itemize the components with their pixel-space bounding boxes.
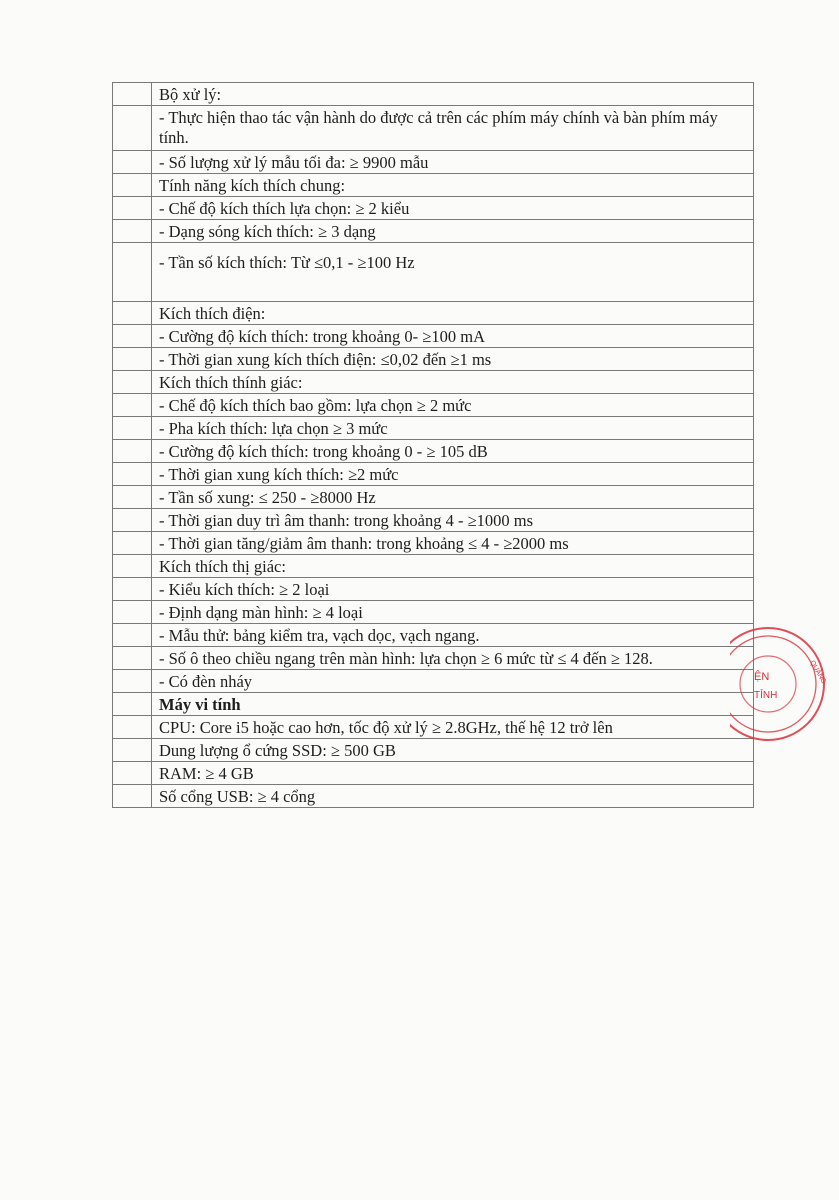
table-row bbox=[113, 785, 754, 808]
table-row bbox=[113, 739, 754, 762]
row-text: - Số ô theo chiều ngang trên màn hình: lựa chọn ≥ 6 mức từ ≤ 4 đến ≥ 128. bbox=[152, 647, 754, 670]
table-row bbox=[113, 555, 754, 578]
table-row bbox=[113, 693, 754, 716]
row-text: - Dạng sóng kích thích: ≥ 3 dạng bbox=[152, 220, 754, 243]
table-row bbox=[113, 371, 754, 394]
row-text: - Thực hiện thao tác vận hành do được cả trên các phím máy chính và bàn phím máy tính. bbox=[152, 106, 754, 151]
row-text: Tính năng kích thích chung: bbox=[152, 174, 754, 197]
table-row bbox=[113, 348, 754, 371]
row-text: Bộ xử lý: bbox=[152, 83, 754, 106]
row-text: - Số lượng xử lý mẫu tối đa: ≥ 9900 mẫu bbox=[152, 151, 754, 174]
row-text: - Thời gian duy trì âm thanh: trong khoảng 4 - ≥1000 ms bbox=[152, 509, 754, 532]
row-text: - Cường độ kích thích: trong khoảng 0- ≥100 mA bbox=[152, 325, 754, 348]
table-row bbox=[113, 486, 754, 509]
table-row bbox=[113, 325, 754, 348]
row-text: - Mẫu thử: bảng kiểm tra, vạch dọc, vạch ngang. bbox=[152, 624, 754, 647]
row-text: - Kiểu kích thích: ≥ 2 loại bbox=[152, 578, 754, 601]
stamp-text-1: ỆN bbox=[754, 671, 770, 683]
table-row bbox=[113, 151, 754, 174]
row-text: Dung lượng ổ cứng SSD: ≥ 500 GB bbox=[152, 739, 754, 762]
stamp-text-2: TỈNH bbox=[754, 690, 778, 701]
table-row bbox=[113, 762, 754, 785]
table-row bbox=[113, 174, 754, 197]
row-text: Kích thích thính giác: bbox=[152, 371, 754, 394]
table-row bbox=[113, 624, 754, 647]
row-text: - Có đèn nháy bbox=[152, 670, 754, 693]
row-text: Số cổng USB: ≥ 4 cổng bbox=[152, 785, 754, 808]
row-text: - Tần số kích thích: Từ ≤0,1 - ≥100 Hz bbox=[152, 243, 754, 302]
row-text: Kích thích điện: bbox=[152, 302, 754, 325]
row-text: CPU: Core i5 hoặc cao hơn, tốc độ xử lý ≥ 2.8GHz, thế hệ 12 trở lên bbox=[152, 716, 754, 739]
red-seal-stamp bbox=[730, 622, 839, 752]
row-text: - Cường độ kích thích: trong khoảng 0 - ≥ 105 dB bbox=[152, 440, 754, 463]
row-text: - Thời gian tăng/giảm âm thanh: trong khoảng ≤ 4 - ≥2000 ms bbox=[152, 532, 754, 555]
spec-table bbox=[112, 82, 754, 808]
table-row bbox=[113, 220, 754, 243]
row-text: - Chế độ kích thích bao gồm: lựa chọn ≥ 2 mức bbox=[152, 394, 754, 417]
section-heading: Máy vi tính bbox=[152, 693, 754, 716]
table-row bbox=[113, 106, 754, 151]
row-text: - Định dạng màn hình: ≥ 4 loại bbox=[152, 601, 754, 624]
table-row bbox=[113, 394, 754, 417]
row-text: Kích thích thị giác: bbox=[152, 555, 754, 578]
table-row bbox=[113, 647, 754, 670]
row-text: RAM: ≥ 4 GB bbox=[152, 762, 754, 785]
table-row bbox=[113, 83, 754, 106]
table-row bbox=[113, 532, 754, 555]
row-text: - Pha kích thích: lựa chọn ≥ 3 mức bbox=[152, 417, 754, 440]
table-row bbox=[113, 197, 754, 220]
table-row bbox=[113, 716, 754, 739]
row-text: - Chế độ kích thích lựa chọn: ≥ 2 kiểu bbox=[152, 197, 754, 220]
table-row bbox=[113, 440, 754, 463]
row-text: - Tần số xung: ≤ 250 - ≥8000 Hz bbox=[152, 486, 754, 509]
row-text: - Thời gian xung kích thích điện: ≤0,02 đến ≥1 ms bbox=[152, 348, 754, 371]
table-row bbox=[113, 601, 754, 624]
table-row bbox=[113, 578, 754, 601]
table-row bbox=[113, 463, 754, 486]
table-row bbox=[113, 417, 754, 440]
table-row bbox=[113, 302, 754, 325]
table-row bbox=[113, 509, 754, 532]
table-row bbox=[113, 243, 754, 302]
stamp-text-3: QUẢNG bbox=[808, 659, 828, 686]
table-row bbox=[113, 670, 754, 693]
row-text: - Thời gian xung kích thích: ≥2 mức bbox=[152, 463, 754, 486]
